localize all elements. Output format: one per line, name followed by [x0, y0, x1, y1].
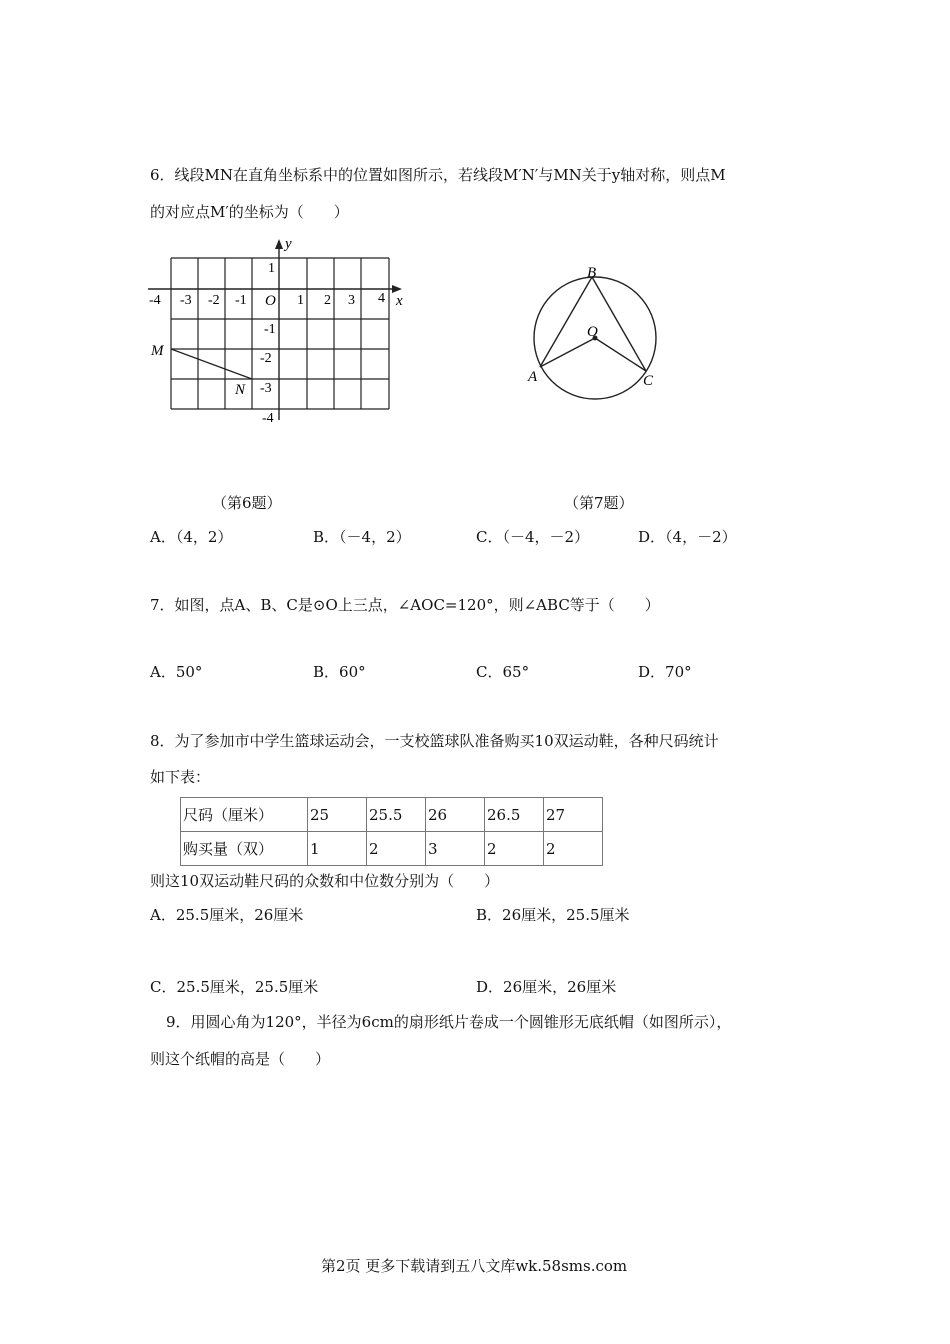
figure6-caption: （第6题）: [212, 494, 282, 512]
y-tick: -3: [260, 381, 272, 396]
table-cell: 26.5: [485, 798, 544, 832]
q8-option-d: D．26厘米，26厘米: [476, 978, 617, 996]
x-tick: -2: [208, 293, 220, 308]
circle-figure: [520, 255, 670, 400]
q8-line1: 8．为了参加市中学生篮球运动会，一支校篮球队准备购买10双运动鞋，各种尺码统计: [150, 732, 719, 750]
y-axis-label: y: [285, 236, 292, 252]
point-n-label: N: [235, 382, 246, 398]
table-cell: 3: [426, 832, 485, 866]
q7-line1: 7．如图，点A、B、C是⊙O上三点，∠AOC=120°，则∠ABC等于（ ）: [150, 596, 660, 614]
q8-line2: 如下表：: [150, 768, 211, 786]
table-header-label: 尺码（厘米）: [181, 798, 308, 832]
point-m-label: M: [151, 343, 164, 359]
x-tick: 3: [348, 293, 355, 308]
x-axis-arrow: [392, 285, 402, 293]
x-tick: 1: [297, 293, 304, 308]
q8-option-a: A．25.5厘米，26厘米: [150, 906, 304, 924]
q7-option-b: B．60°: [313, 663, 366, 681]
q6-option-b: B．（－4，2）: [313, 528, 411, 546]
q8-question: 则这10双运动鞋尺码的众数和中位数分别为（ ）: [150, 872, 500, 890]
figure7-caption: （第7题）: [564, 494, 634, 512]
table-row: [181, 798, 603, 832]
y-tick: -4: [262, 411, 274, 426]
y-axis-arrow: [275, 239, 283, 249]
table-cell: 25: [308, 798, 367, 832]
q6-option-c: C．（－4，－2）: [476, 528, 590, 546]
q6-option-d: D．（4，－2）: [638, 528, 737, 546]
table-cell: 2: [485, 832, 544, 866]
y-tick: -2: [260, 351, 272, 366]
table-count-label: 购买量（双）: [181, 832, 308, 866]
table-cell: 2: [544, 832, 603, 866]
q7-option-c: C．65°: [476, 663, 530, 681]
q9-line1: 9．用圆心角为120°，半径为6cm的扇形纸片卷成一个圆锥形无底纸帽（如图所示），: [166, 1013, 732, 1031]
x-tick: -1: [235, 293, 247, 308]
segment-mn: [171, 349, 252, 379]
table-cell: 26: [426, 798, 485, 832]
q7-option-a: A．50°: [150, 663, 203, 681]
q8-option-c: C．25.5厘米，25.5厘米: [150, 978, 319, 996]
q7-option-d: D．70°: [638, 663, 692, 681]
y-tick: -1: [264, 322, 276, 337]
x-tick: -3: [180, 293, 192, 308]
q6-line1: 6．线段MN在直角坐标系中的位置如图所示，若线段M′N′与MN关于y轴对称，则点M: [150, 166, 726, 184]
q6-line2: 的对应点M′的坐标为（ ）: [150, 203, 349, 221]
q9-line2: 则这个纸帽的高是（ ）: [150, 1050, 331, 1068]
table-cell: 27: [544, 798, 603, 832]
y-tick: 1: [268, 261, 275, 276]
label-a: A: [528, 369, 538, 385]
page-footer: 第2页 更多下载请到五八文库wk.58sms.com: [321, 1257, 628, 1275]
table-cell: 25.5: [367, 798, 426, 832]
x-tick: 4: [378, 291, 385, 306]
x-axis-label: x: [396, 293, 403, 309]
coordinate-grid-figure: [140, 230, 420, 430]
x-tick: 2: [324, 293, 331, 308]
label-c: C: [643, 373, 654, 389]
table-cell: 2: [367, 832, 426, 866]
grid-lines: [171, 258, 389, 409]
q8-option-b: B．26厘米，25.5厘米: [476, 906, 630, 924]
label-b: B: [587, 265, 597, 281]
origin-label: O: [265, 293, 276, 309]
q6-option-a: A．（4，2）: [150, 528, 233, 546]
x-tick: -4: [149, 293, 161, 308]
shoe-size-table: [180, 797, 603, 866]
table-row: [181, 832, 603, 866]
label-o: O: [587, 324, 598, 340]
table-cell: 1: [308, 832, 367, 866]
